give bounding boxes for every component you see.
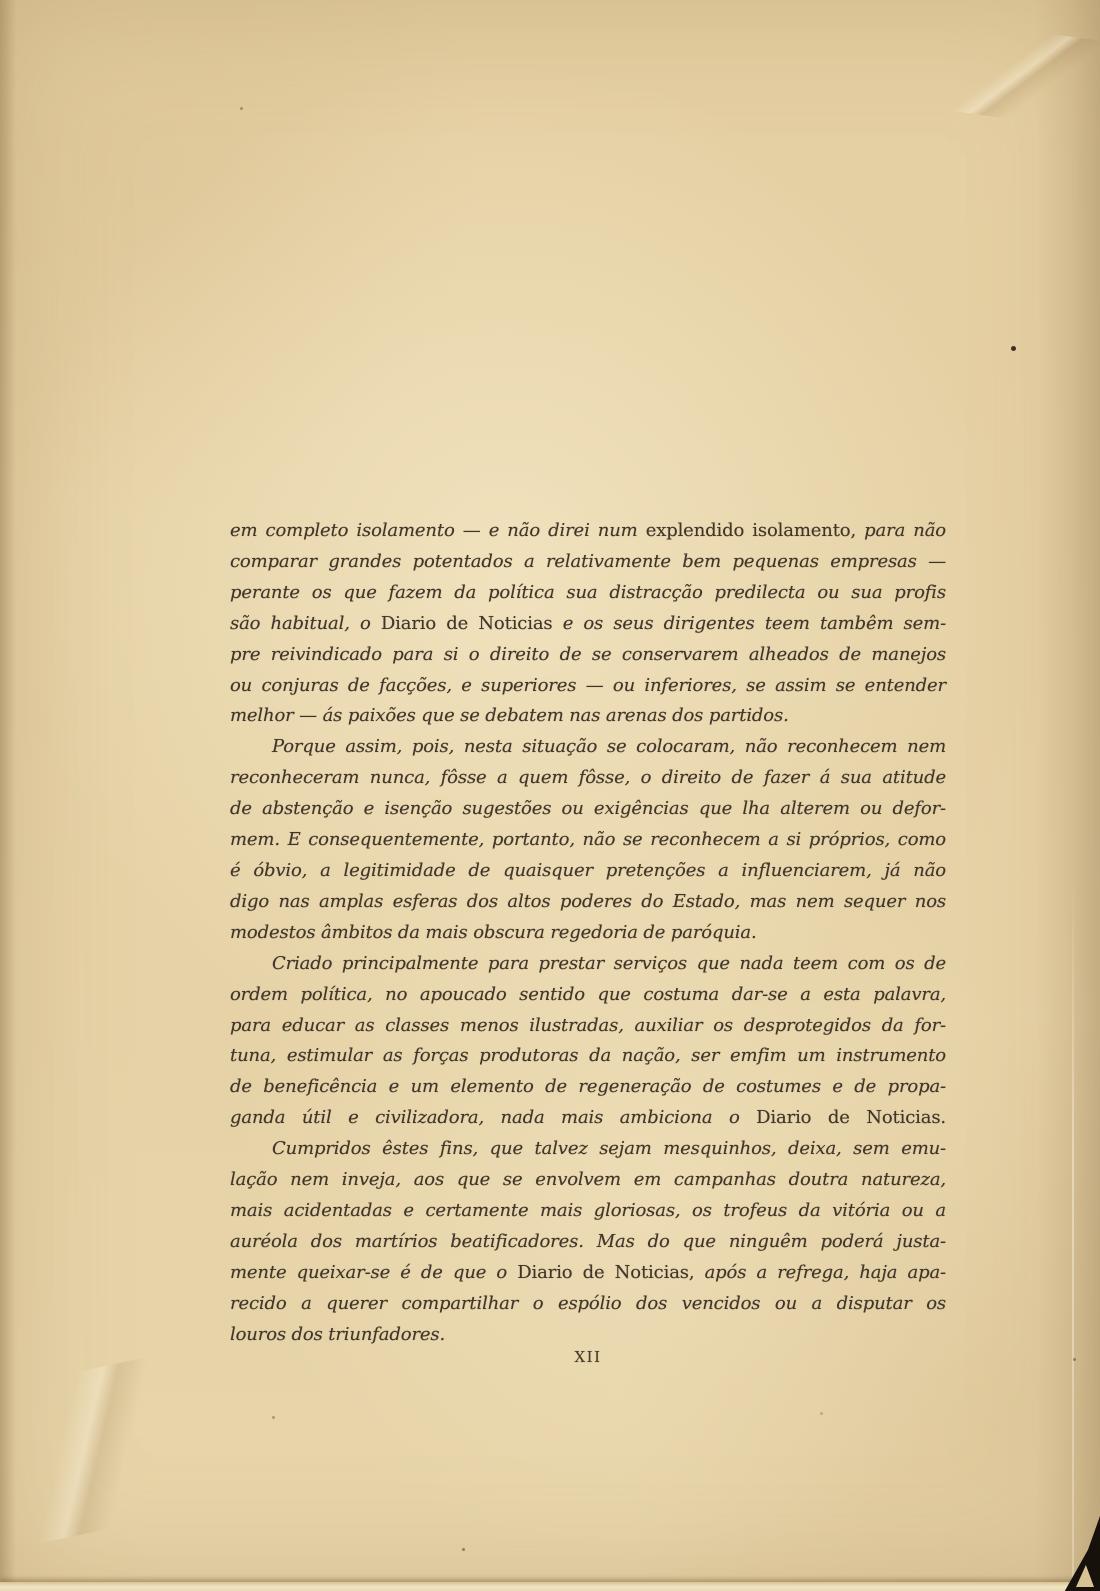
italic-text-segment: em completo isolamento — e não direi num: [230, 520, 646, 541]
italic-text-segment: perante os que fazem da política sua distracção predilecta ou sua profis: [230, 581, 946, 603]
text-line: [230, 1320, 946, 1351]
text-line: [230, 1165, 946, 1196]
text-line: [230, 763, 946, 794]
italic-text-segment: tuna, estimular as forças produtoras da nação, ser emfim um instrumento: [230, 1045, 946, 1067]
italic-text-segment: mente queixar-se é de que o: [230, 1261, 518, 1283]
text-line: [230, 578, 946, 609]
page-bottom-edge: [0, 1582, 1100, 1591]
text-line: [230, 1041, 946, 1072]
crease-bottom-left: [0, 1346, 234, 1557]
paragraph: [230, 949, 946, 1134]
text-line: [230, 825, 946, 856]
text-line: [230, 794, 946, 825]
text-line: [230, 980, 946, 1011]
text-line: [230, 1258, 946, 1289]
text-line: [230, 1103, 946, 1134]
roman-text-segment: Diario de Noticias,: [517, 1261, 695, 1283]
italic-text-segment: recido a querer compartilhar o espólio dos vencidos ou a disputar os: [230, 1292, 946, 1314]
text-line: [230, 609, 946, 640]
italic-text-segment: ordem política, no apoucado sentido que costuma dar-se a esta palavra,: [230, 983, 946, 1005]
italic-text-segment: comparar grandes potentados a relativamente bem pequenas empresas —: [230, 550, 946, 572]
text-line: [230, 949, 946, 980]
italic-text-segment: digo nas amplas esferas dos altos poderes do Estado, mas nem sequer nos: [230, 890, 946, 912]
italic-text-segment: de abstenção e isenção sugestões ou exigências que lha alterem ou defor-: [230, 798, 946, 820]
text-line: [230, 732, 946, 763]
page-right-edge-highlight: [1072, 875, 1074, 1591]
roman-text-segment: explendido isolamento,: [645, 520, 857, 541]
italic-text-segment: Cumpridos êstes fins, que talvez sejam mesquinhos, deixa, sem emu-: [272, 1138, 946, 1160]
text-line: [230, 1072, 946, 1103]
text-line: [230, 1289, 946, 1320]
italic-text-segment: mais acidentadas e certamente mais gloriosas, os trofeus da vitória ou a: [230, 1199, 946, 1221]
text-line: [230, 1011, 946, 1042]
text-line: [230, 887, 946, 918]
italic-text-segment: lação nem inveja, aos que se envolvem em campanhas doutra natureza,: [230, 1169, 946, 1191]
page-left-edge-shadow: [0, 0, 16, 1591]
roman-text-segment: Diario de Noticias: [380, 612, 553, 634]
text-line: [230, 1134, 946, 1165]
italic-text-segment: modestos âmbitos da mais obscura regedoria de paróquia.: [230, 921, 757, 943]
italic-text-segment: após a refrega, haja apa-: [694, 1261, 946, 1283]
italic-text-segment: melhor — ás paixões que se debatem nas arenas dos partidos.: [230, 705, 789, 727]
text-block: [230, 516, 946, 1350]
paragraph: [230, 1134, 946, 1350]
text-line: [230, 671, 946, 702]
text-line: [230, 856, 946, 887]
italic-text-segment: para educar as classes menos ilustradas, auxiliar os desprotegidos da for-: [230, 1014, 946, 1036]
text-line: [230, 516, 946, 547]
text-line: [230, 701, 946, 732]
italic-text-segment: de beneficência e um elemento de regeneração de costumes e de propa-: [230, 1076, 946, 1098]
italic-text-segment: mem. E consequentemente, portanto, não se reconhecem a si próprios, como: [230, 829, 946, 851]
italic-text-segment: reconheceram nunca, fôsse a quem fôsse, o direito de fazer á sua atitude: [230, 767, 946, 789]
italic-text-segment: e os seus dirigentes teem tambêm sem-: [552, 612, 946, 634]
italic-text-segment: para não: [856, 520, 946, 541]
italic-text-segment: Porque assim, pois, nesta situação se colocaram, não reconhecem nem: [272, 736, 946, 758]
text-line: [230, 1196, 946, 1227]
italic-text-segment: louros dos triunfadores.: [230, 1323, 446, 1345]
text-line: [230, 640, 946, 671]
italic-text-segment: são habitual, o: [230, 612, 381, 634]
page-right-edge-shadow: [1036, 0, 1100, 1591]
paper-specks: [0, 0, 3, 3]
italic-text-segment: auréola dos martírios beatificadores. Mas do que ninguêm poderá justa-: [230, 1230, 946, 1252]
text-line: [230, 1227, 946, 1258]
italic-text-segment: ou conjuras de facções, e superiores — ou inferiores, se assim se entender: [230, 674, 946, 696]
italic-text-segment: pre reivindicado para si o direito de se conservarem alheados de manejos: [230, 643, 946, 665]
paragraph: [230, 732, 946, 948]
page-number: XII: [574, 1348, 602, 1366]
italic-text-segment: é óbvio, a legitimidade de quaisquer pretenções a influenciarem, já não: [230, 859, 946, 881]
italic-text-segment: ganda útil e civilizadora, nada mais ambiciona o: [230, 1107, 757, 1129]
text-line: [230, 547, 946, 578]
roman-text-segment: Diario de Noticias.: [756, 1107, 946, 1129]
paragraph: [230, 516, 946, 732]
italic-text-segment: Criado principalmente para prestar serviços que nada teem com os de: [272, 952, 946, 974]
text-line: [230, 918, 946, 949]
